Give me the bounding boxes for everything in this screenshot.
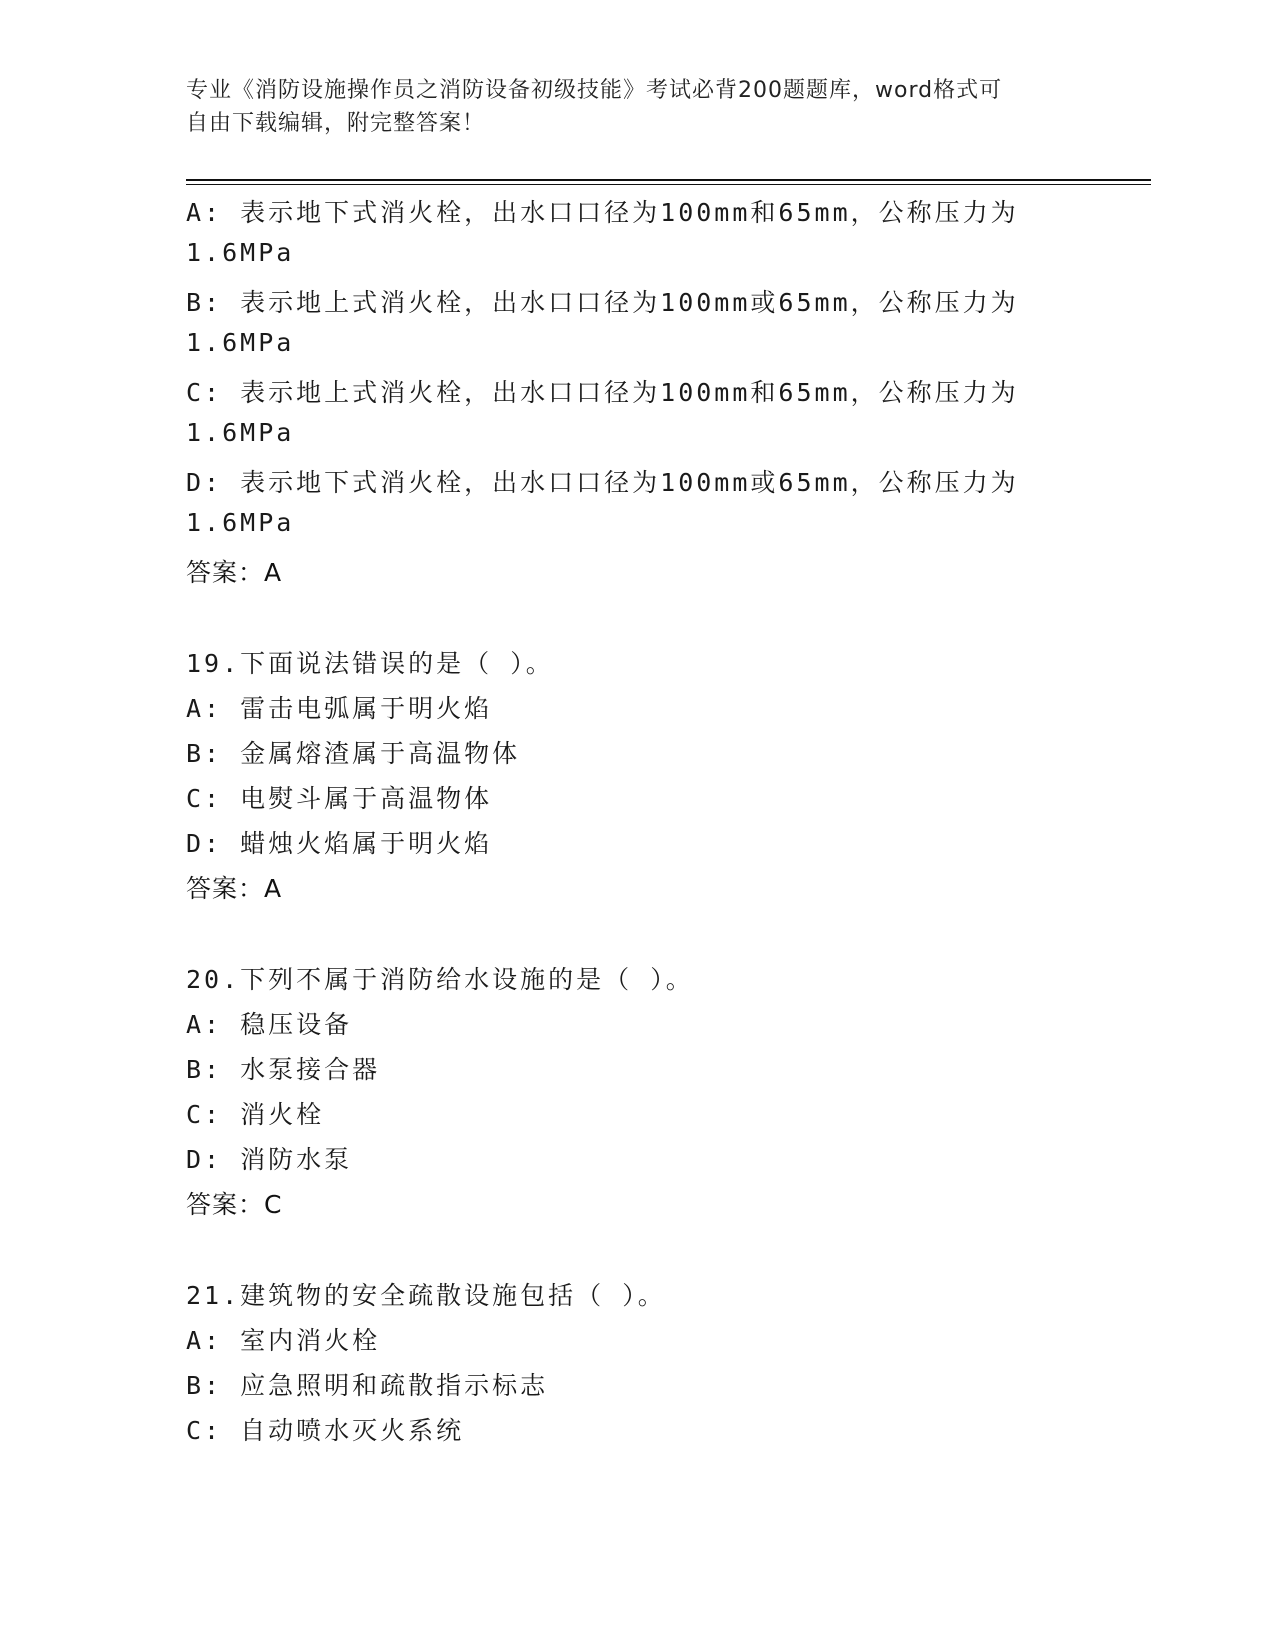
header-divider-thin (186, 184, 1151, 185)
q20-option-a: A: 稳压设备 (186, 1010, 353, 1039)
q18-option-c-line2: 1.6MPa (186, 418, 295, 447)
header-line-2: 自由下载编辑，附完整答案！ (186, 111, 486, 136)
q21-question: 21.建筑物的安全疏散设施包括（ ）。 (186, 1281, 666, 1310)
q19-option-c: C: 电熨斗属于高温物体 (186, 784, 493, 813)
q18-option-d-line2: 1.6MPa (186, 508, 295, 537)
q20-option-d: D: 消防水泵 (186, 1145, 353, 1174)
q21-option-b: B: 应急照明和疏散指示标志 (186, 1371, 549, 1400)
q20-option-b: B: 水泵接合器 (186, 1055, 381, 1084)
q19-option-d: D: 蜡烛火焰属于明火焰 (186, 829, 493, 858)
q19-answer: 答案：A (186, 874, 283, 903)
q18-option-b-line1: B: 表示地上式消火栓，出水口口径为100mm或65mm，公称压力为 (186, 288, 1019, 317)
q18-option-b-line2: 1.6MPa (186, 328, 295, 357)
q18-option-d-line1: D: 表示地下式消火栓，出水口口径为100mm或65mm，公称压力为 (186, 468, 1019, 497)
q21-option-a: A: 室内消火栓 (186, 1326, 381, 1355)
q18-option-c-line1: C: 表示地上式消火栓，出水口口径为100mm和65mm，公称压力为 (186, 378, 1019, 407)
q19-option-b: B: 金属熔渣属于高温物体 (186, 739, 521, 768)
q18-option-a-line1: A: 表示地下式消火栓，出水口口径为100mm和65mm，公称压力为 (186, 198, 1019, 227)
q20-answer: 答案：C (186, 1190, 283, 1219)
q19-option-a: A: 雷击电弧属于明火焰 (186, 694, 493, 723)
q20-question: 20.下列不属于消防给水设施的是（ ）。 (186, 965, 694, 994)
q18-option-a-line2: 1.6MPa (186, 238, 295, 267)
header-line-1: 专业《消防设施操作员之消防设备初级技能》考试必背200题题库，word格式可 (186, 78, 1003, 103)
header-divider-thick (186, 179, 1151, 181)
document-header (186, 74, 1066, 140)
q20-option-c: C: 消火栓 (186, 1100, 325, 1129)
q18-answer: 答案：A (186, 558, 283, 587)
q21-option-c: C: 自动喷水灭火系统 (186, 1416, 465, 1445)
q19-question: 19.下面说法错误的是（ ）。 (186, 649, 554, 678)
